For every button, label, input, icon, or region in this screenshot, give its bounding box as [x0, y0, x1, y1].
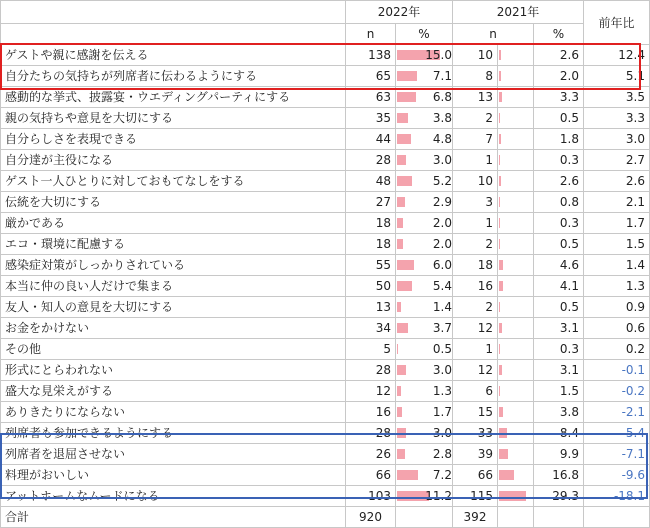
cell-yoy: 1.3: [584, 276, 650, 297]
row-label: ありきたりにならない: [1, 402, 346, 423]
pct-2022-value: 3.0: [432, 363, 452, 377]
cell-pct-2021: 29.3: [534, 486, 584, 507]
pct-2022-value: 7.2: [432, 468, 452, 482]
cell-yoy: 2.7: [584, 150, 650, 171]
bar-2022: [397, 449, 405, 459]
bar-2021: [499, 470, 514, 480]
cell-pct-2022: [396, 108, 453, 129]
bar-2022: [397, 197, 405, 207]
cell-n-2022: 48: [346, 171, 396, 192]
cell-yoy: -5.4: [584, 423, 650, 444]
cell-pct-2021: 1.8: [534, 129, 584, 150]
cell-bar-2021: [498, 45, 534, 66]
bar-2021: [499, 134, 501, 144]
cell-pct-2022: [396, 444, 453, 465]
cell-bar-2021: [498, 444, 534, 465]
cell-bar-2021: [498, 108, 534, 129]
cell-bar-2021: [498, 234, 534, 255]
cell-n-2021: 1: [453, 339, 498, 360]
bar-2022: [397, 113, 408, 123]
cell-pct-2022: [396, 276, 453, 297]
pct-2022-value: 5.2: [432, 174, 452, 188]
row-label: 盛大な見栄えがする: [1, 381, 346, 402]
cell-bar-2021: [498, 150, 534, 171]
cell-pct-2022: [396, 129, 453, 150]
row-label: 親の気持ちや意見を大切にする: [1, 108, 346, 129]
cell-pct-2021: 8.4: [534, 423, 584, 444]
bar-2022: [397, 155, 406, 165]
bar-2022: [397, 134, 411, 144]
bar-2022: [397, 218, 403, 228]
bar-2021: [499, 50, 501, 60]
bar-2022: [397, 323, 408, 333]
header-row-cols: [1, 24, 650, 45]
cell-yoy: 0.6: [584, 318, 650, 339]
table-row: [1, 276, 650, 297]
cell-bar-2021: [498, 360, 534, 381]
header-blank: [1, 24, 346, 45]
cell-n-2021: 66: [453, 465, 498, 486]
header-row-years: [1, 1, 650, 24]
cell-pct-2021: 3.1: [534, 318, 584, 339]
row-label: 自分達が主役になる: [1, 150, 346, 171]
cell-n-2022: 63: [346, 87, 396, 108]
cell-pct-2022: [396, 150, 453, 171]
bar-2021: [499, 92, 502, 102]
cell-n-2021: 12: [453, 318, 498, 339]
pct-2022-value: 3.0: [432, 426, 452, 440]
pct-2022-value: 6.8: [432, 90, 452, 104]
row-label: ゲストや親に感謝を伝える: [1, 45, 346, 66]
cell-pct-2021: 2.6: [534, 45, 584, 66]
bar-2021: [499, 365, 502, 375]
cell-n-2021: 33: [453, 423, 498, 444]
pct-2022-value: 2.0: [432, 216, 452, 230]
cell-n-2021: 8: [453, 66, 498, 87]
bar-2021: [499, 176, 501, 186]
row-label: 伝統を大切にする: [1, 192, 346, 213]
bar-2021: [499, 428, 507, 438]
total-blank: [584, 507, 650, 528]
cell-yoy: 0.2: [584, 339, 650, 360]
cell-n-2021: 16: [453, 276, 498, 297]
cell-n-2022: 65: [346, 66, 396, 87]
table-row: [1, 171, 650, 192]
cell-n-2021: 6: [453, 381, 498, 402]
cell-n-2022: 103: [346, 486, 396, 507]
cell-yoy: -0.1: [584, 360, 650, 381]
cell-pct-2021: 2.6: [534, 171, 584, 192]
cell-yoy: 3.5: [584, 87, 650, 108]
row-label: その他: [1, 339, 346, 360]
cell-n-2021: 13: [453, 87, 498, 108]
cell-bar-2021: [498, 129, 534, 150]
cell-n-2021: 115: [453, 486, 498, 507]
cell-pct-2022: [396, 339, 453, 360]
table-row: [1, 297, 650, 318]
table-row: [1, 402, 650, 423]
pct-2022-value: 2.9: [432, 195, 452, 209]
cell-n-2021: 15: [453, 402, 498, 423]
bar-2022: [397, 176, 412, 186]
bar-2022: [397, 260, 414, 270]
bar-2021: [499, 113, 500, 123]
bar-2021: [499, 323, 502, 333]
cell-yoy: 1.4: [584, 255, 650, 276]
header-yoy: 前年比: [584, 1, 650, 45]
cell-pct-2021: 3.3: [534, 87, 584, 108]
bar-2021: [499, 218, 500, 228]
table-row: [1, 66, 650, 87]
cell-n-2022: 13: [346, 297, 396, 318]
row-label: 自分らしさを表現できる: [1, 129, 346, 150]
bar-2021: [499, 344, 500, 354]
cell-pct-2021: 3.8: [534, 402, 584, 423]
cell-yoy: 12.4: [584, 45, 650, 66]
cell-pct-2022: [396, 423, 453, 444]
total-blank: [396, 507, 453, 528]
bar-2021: [499, 407, 503, 417]
cell-pct-2021: 0.5: [534, 234, 584, 255]
cell-n-2022: 35: [346, 108, 396, 129]
cell-yoy: 5.1: [584, 66, 650, 87]
bar-2021: [499, 281, 503, 291]
cell-n-2022: 12: [346, 381, 396, 402]
header-n-2022: n: [346, 24, 396, 45]
table-row: [1, 486, 650, 507]
cell-n-2022: 138: [346, 45, 396, 66]
bar-2021: [499, 386, 500, 396]
pct-2022-value: 5.4: [432, 279, 452, 293]
cell-yoy: 3.0: [584, 129, 650, 150]
row-label: 自分たちの気持ちが列席者に伝わるようにする: [1, 66, 346, 87]
cell-bar-2021: [498, 486, 534, 507]
cell-bar-2021: [498, 192, 534, 213]
bar-2021: [499, 491, 526, 501]
cell-pct-2021: 0.3: [534, 150, 584, 171]
cell-n-2022: 26: [346, 444, 396, 465]
pct-2022-value: 1.4: [432, 300, 452, 314]
cell-n-2021: 10: [453, 45, 498, 66]
table-row: [1, 150, 650, 171]
row-label: 列席者を退屈させない: [1, 444, 346, 465]
table-row: [1, 423, 650, 444]
cell-pct-2022: [396, 66, 453, 87]
cell-pct-2021: 0.8: [534, 192, 584, 213]
row-label: 厳かである: [1, 213, 346, 234]
header-n-2021: n: [453, 24, 534, 45]
row-label: エコ・環境に配慮する: [1, 234, 346, 255]
cell-pct-2021: 3.1: [534, 360, 584, 381]
cell-bar-2021: [498, 171, 534, 192]
cell-n-2021: 2: [453, 108, 498, 129]
cell-pct-2022: [396, 234, 453, 255]
cell-pct-2022: [396, 255, 453, 276]
cell-pct-2022: [396, 45, 453, 66]
bar-2022: [397, 344, 398, 354]
cell-pct-2022: [396, 360, 453, 381]
cell-pct-2022: [396, 318, 453, 339]
cell-yoy: 1.7: [584, 213, 650, 234]
pct-2022-value: 3.0: [432, 153, 452, 167]
cell-yoy: -7.1: [584, 444, 650, 465]
cell-pct-2021: 2.0: [534, 66, 584, 87]
bar-2022: [397, 302, 401, 312]
table-row: [1, 108, 650, 129]
cell-pct-2022: [396, 171, 453, 192]
cell-pct-2022: [396, 213, 453, 234]
cell-bar-2021: [498, 465, 534, 486]
pct-2022-value: 6.0: [432, 258, 452, 272]
bar-2021: [499, 260, 503, 270]
row-label: アットホームなムードになる: [1, 486, 346, 507]
pct-2022-value: 2.8: [432, 447, 452, 461]
pct-2022-value: 7.1: [432, 69, 452, 83]
cell-bar-2021: [498, 339, 534, 360]
cell-pct-2022: [396, 381, 453, 402]
table-row: [1, 213, 650, 234]
table-row: [1, 444, 650, 465]
bar-2022: [397, 92, 416, 102]
pct-2022-value: 2.0: [432, 237, 452, 251]
cell-bar-2021: [498, 402, 534, 423]
cell-bar-2021: [498, 276, 534, 297]
cell-n-2022: 5: [346, 339, 396, 360]
cell-n-2022: 28: [346, 150, 396, 171]
cell-n-2022: 44: [346, 129, 396, 150]
cell-n-2022: 34: [346, 318, 396, 339]
pct-2022-value: 4.8: [432, 132, 452, 146]
bar-2021: [499, 449, 508, 459]
bar-2021: [499, 71, 501, 81]
cell-pct-2021: 0.5: [534, 108, 584, 129]
cell-yoy: 1.5: [584, 234, 650, 255]
cell-pct-2022: [396, 465, 453, 486]
pct-2022-value: 0.5: [432, 342, 452, 356]
cell-yoy: 0.9: [584, 297, 650, 318]
table-row: [1, 87, 650, 108]
table-row: [1, 381, 650, 402]
table-row: [1, 339, 650, 360]
cell-n-2022: 55: [346, 255, 396, 276]
table-row: [1, 360, 650, 381]
cell-n-2021: 1: [453, 150, 498, 171]
table-row: [1, 234, 650, 255]
cell-yoy: -9.6: [584, 465, 650, 486]
cell-pct-2021: 16.8: [534, 465, 584, 486]
pct-2022-value: 1.7: [432, 405, 452, 419]
cell-n-2021: 7: [453, 129, 498, 150]
row-label: 形式にとらわれない: [1, 360, 346, 381]
pct-2022-value: 1.3: [432, 384, 452, 398]
cell-n-2021: 12: [453, 360, 498, 381]
header-pct-2021: %: [534, 24, 584, 45]
cell-n-2021: 2: [453, 297, 498, 318]
cell-n-2021: 2: [453, 234, 498, 255]
pct-2022-value: 11.2: [425, 489, 452, 503]
total-row: [1, 507, 650, 528]
bar-2022: [397, 407, 402, 417]
bar-2022: [397, 365, 406, 375]
total-blank: [498, 507, 534, 528]
bar-2021: [499, 302, 500, 312]
table-row: [1, 45, 650, 66]
bar-2022: [397, 386, 401, 396]
bar-2022: [397, 281, 412, 291]
bar-2022: [397, 428, 406, 438]
cell-yoy: -18.1: [584, 486, 650, 507]
cell-n-2021: 3: [453, 192, 498, 213]
cell-bar-2021: [498, 381, 534, 402]
total-label: 合計: [1, 507, 346, 528]
cell-n-2021: 1: [453, 213, 498, 234]
cell-n-2022: 66: [346, 465, 396, 486]
cell-pct-2021: 4.6: [534, 255, 584, 276]
total-blank: [534, 507, 584, 528]
cell-pct-2022: [396, 297, 453, 318]
bar-2022: [397, 239, 403, 249]
table-row: [1, 465, 650, 486]
row-label: 本当に仲の良い人だけで集まる: [1, 276, 346, 297]
cell-bar-2021: [498, 66, 534, 87]
cell-pct-2021: 0.3: [534, 339, 584, 360]
cell-yoy: -2.1: [584, 402, 650, 423]
cell-bar-2021: [498, 318, 534, 339]
pct-2022-value: 3.8: [432, 111, 452, 125]
bar-2022: [397, 470, 418, 480]
row-label: ゲスト一人ひとりに対しておもてなしをする: [1, 171, 346, 192]
total-n-2022: 920: [346, 507, 396, 528]
cell-pct-2021: 0.3: [534, 213, 584, 234]
row-label: 列席者も参加できるようにする: [1, 423, 346, 444]
bar-2021: [499, 239, 500, 249]
cell-yoy: 2.1: [584, 192, 650, 213]
header-year-2021: 2021年: [453, 1, 584, 24]
cell-bar-2021: [498, 213, 534, 234]
bar-2021: [499, 155, 500, 165]
cell-pct-2022: [396, 192, 453, 213]
cell-yoy: 3.3: [584, 108, 650, 129]
cell-n-2022: 16: [346, 402, 396, 423]
cell-n-2021: 39: [453, 444, 498, 465]
row-label: 友人・知人の意見を大切にする: [1, 297, 346, 318]
table-row: [1, 192, 650, 213]
cell-bar-2021: [498, 87, 534, 108]
table-row: [1, 318, 650, 339]
cell-pct-2022: [396, 87, 453, 108]
cell-pct-2021: 0.5: [534, 297, 584, 318]
row-label: 料理がおいしい: [1, 465, 346, 486]
cell-n-2022: 18: [346, 213, 396, 234]
header-blank: [1, 1, 346, 24]
cell-bar-2021: [498, 297, 534, 318]
cell-n-2021: 10: [453, 171, 498, 192]
row-label: お金をかけない: [1, 318, 346, 339]
cell-pct-2022: [396, 486, 453, 507]
cell-n-2021: 18: [453, 255, 498, 276]
cell-pct-2021: 9.9: [534, 444, 584, 465]
cell-pct-2022: [396, 402, 453, 423]
cell-n-2022: 50: [346, 276, 396, 297]
bar-2021: [499, 197, 500, 207]
cell-n-2022: 28: [346, 423, 396, 444]
cell-bar-2021: [498, 255, 534, 276]
row-label: 感染症対策がしっかりされている: [1, 255, 346, 276]
bar-2022: [397, 71, 417, 81]
cell-n-2022: 28: [346, 360, 396, 381]
cell-bar-2021: [498, 423, 534, 444]
cell-pct-2021: 1.5: [534, 381, 584, 402]
total-n-2021: 392: [453, 507, 498, 528]
table-row: [1, 129, 650, 150]
cell-n-2022: 27: [346, 192, 396, 213]
header-pct-2022: %: [396, 24, 453, 45]
table-row: [1, 255, 650, 276]
cell-pct-2021: 4.1: [534, 276, 584, 297]
cell-n-2022: 18: [346, 234, 396, 255]
row-label: 感動的な挙式、披露宴・ウエディングパーティにする: [1, 87, 346, 108]
cell-yoy: 2.6: [584, 171, 650, 192]
pct-2022-value: 15.0: [425, 48, 452, 62]
header-year-2022: 2022年: [346, 1, 453, 24]
pct-2022-value: 3.7: [432, 321, 452, 335]
cell-yoy: -0.2: [584, 381, 650, 402]
